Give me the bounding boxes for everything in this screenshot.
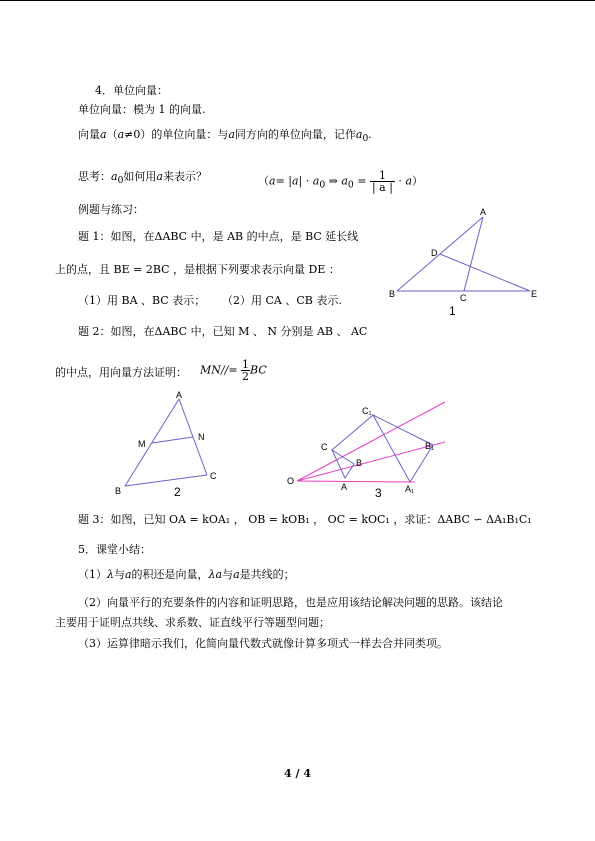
- summary-item3: （3）运算律暗示我们，化简向量代数式就像计算多项式一样去合并同类项。: [78, 637, 448, 650]
- figure-2: [110, 390, 225, 500]
- fig1-label-e: E: [531, 289, 538, 299]
- think-hint: （$a= |a| \cdot a_0$ ⇒ $a_0$ = $\frac{1}{| a |}$ · a）: [258, 169, 423, 194]
- question1-line1: 题 1：如图，在ΔABC 中，是 AB 的中点，是 BC 延长线: [78, 230, 359, 243]
- summary-item2-line1: （2）向量平行的充要条件的内容和证明思路，也是应用该结论解决问题的思路。该结论: [78, 596, 503, 609]
- fig2-label-a: A: [176, 390, 183, 400]
- question2-line1: 题 2：如图，在ΔABC 中，已知 M 、 N 分别是 AB 、 AC: [78, 325, 368, 338]
- fig3-label-b: B: [356, 458, 363, 468]
- unit-vector-definition: 单位向量：模为 1 的向量.: [78, 103, 206, 116]
- summary-item2-line2: 主要用于证明点共线、求系数、证直线平行等题型问题；: [55, 616, 330, 629]
- unit-vector-line: 向量a（a≠0）的单位向量：与a同方向的单位向量，记作$a_0$.: [78, 128, 372, 145]
- fig1-seg-de: [440, 254, 530, 291]
- question2-line2: 的中点，用向量方法证明：: [55, 366, 187, 379]
- fig2-caption: 2: [174, 485, 181, 499]
- fig2-label-m: M: [138, 439, 146, 449]
- fig2-seg-mn: [152, 437, 193, 443]
- fig1-label-c: C: [460, 293, 467, 303]
- think-question: 思考：$a_0$如何用a来表示？: [78, 170, 207, 187]
- question2-formula: MN//= $\frac{1}{2}$ BC: [200, 358, 267, 383]
- page-number: 4 / 4: [284, 767, 311, 780]
- question1-part2: （2）用 CA 、CB 表示.: [222, 294, 342, 307]
- question1-line2: 上的点，且 BE = 2BC ，是根据下列要求表示向量 DE ：: [55, 263, 340, 276]
- fig2-label-c: C: [210, 471, 217, 481]
- fig1-seg-ac: [464, 217, 483, 291]
- summary-item1: （1）λ与a的积还是向量，λa与a是共线的；: [78, 568, 295, 581]
- fig1-label-b: B: [389, 289, 396, 299]
- fig1-label-d: D: [431, 248, 438, 258]
- fig3-label-b1: B₁: [425, 441, 435, 451]
- fig3-seg-c-c1: [332, 415, 373, 450]
- fig3-label-o: O: [287, 476, 295, 486]
- fig3-ray-a1: [297, 481, 415, 482]
- fig1-caption: 1: [449, 304, 456, 318]
- examples-heading: 例题与练习：: [78, 203, 144, 216]
- fig1-label-a: A: [480, 207, 487, 217]
- section5-heading: 5．课堂小结：: [78, 543, 151, 556]
- fig3-label-a: A: [341, 482, 348, 492]
- fig2-label-n: N: [198, 432, 205, 442]
- fig3-caption: 3: [375, 486, 382, 500]
- fig3-label-c: C: [321, 442, 328, 452]
- fig3-label-a1: A₁: [405, 484, 415, 494]
- fig2-label-b: B: [115, 486, 122, 496]
- fig3-large-triangle: [373, 415, 433, 482]
- question3: 题 3：如图，已知 OA = kOA₁ ， OB = kOB₁ ， OC = kOC₁ ，求证：ΔABC ∽ ΔA₁B₁C₁: [78, 513, 532, 526]
- question1-part1: （1）用 BA 、BC 表示；: [78, 294, 206, 307]
- section4-heading: 4．单位向量：: [95, 84, 168, 97]
- figure-3: [285, 400, 445, 500]
- formula-fraction: $\frac{1}{2}$: [242, 358, 250, 383]
- fig3-label-c1: C₁: [362, 406, 372, 416]
- top-border: [0, 0, 595, 1]
- fraction: $\frac{1}{| a |}$: [371, 169, 393, 194]
- fig2-seg-bc: [125, 475, 207, 486]
- figure-1: [385, 205, 550, 320]
- fig3-small-triangle: [332, 450, 354, 478]
